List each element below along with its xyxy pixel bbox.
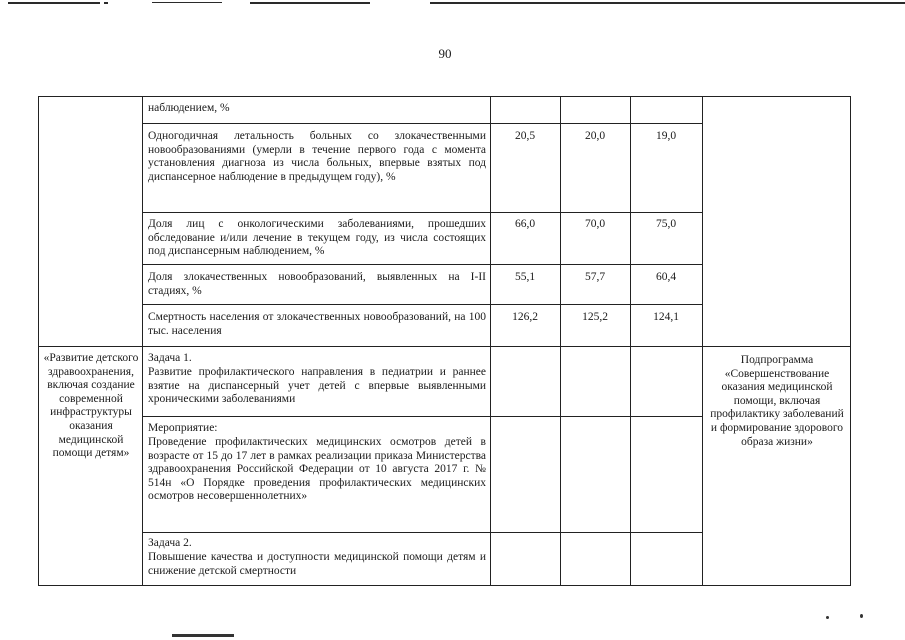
task-text: Повышение качества и доступности медицинской помощи детям и снижение детской смертности — [148, 551, 486, 577]
value-cell: 126,2 — [512, 311, 538, 323]
indicator-description: наблюдением, % — [148, 102, 230, 114]
scan-speck — [826, 616, 829, 619]
bottom-scan-mark — [172, 634, 234, 637]
table-border — [630, 96, 631, 586]
value-cell: 20,5 — [514, 130, 536, 142]
measure-text: Проведение профилактических медицинских осмотров детей в возрасте от 15 до 17 лет в рамках реализации приказа Министерства здравоохранения Российской Федерации от 10 августа 2017 г. № 514н «О Порядке проведения профилактических медицинских осмотров несовершеннолетних» — [148, 436, 486, 503]
value-cell: 66,0 — [514, 218, 536, 230]
value-cell: 75,0 — [655, 218, 677, 230]
table-border — [142, 304, 702, 305]
table-border — [142, 123, 702, 124]
table-border — [142, 532, 702, 533]
value-cell: 20,0 — [584, 130, 606, 142]
value-cell: 70,0 — [584, 218, 606, 230]
data-table — [38, 96, 850, 586]
table-border — [38, 585, 851, 586]
task-text: Развитие профилактического направления в педиатрии и раннее взятие на диспансерный учет детей с впервые выявленными хроническими заболеваниями — [148, 366, 486, 406]
table-border — [38, 96, 851, 97]
indicator-description: Доля злокачественных новообразований, выявленных на I-II стадиях, % — [148, 271, 486, 297]
top-scan-line — [152, 2, 222, 3]
top-scan-line — [430, 2, 905, 4]
table-border — [490, 96, 491, 586]
table-border — [142, 416, 702, 417]
table-border — [38, 96, 39, 586]
value-cell: 55,1 — [514, 271, 536, 283]
top-scan-line — [250, 2, 370, 4]
value-cell: 125,2 — [582, 311, 608, 323]
table-border — [38, 346, 851, 347]
indicator-description: Доля лиц с онкологическими заболеваниями, прошедших обследование и/или лечение в текущем году, из числа состоящих под диспансерным наблюдением, % — [148, 218, 486, 258]
section-name: «Развитие детского здравоохранения, включая создание современной инфраструктуры оказания медицинской помощи детям» — [43, 352, 139, 460]
value-cell: 57,7 — [584, 271, 606, 283]
table-border — [142, 212, 702, 213]
scan-speck — [860, 614, 863, 618]
value-cell: 19,0 — [655, 130, 677, 142]
task-title: Задача 2. — [148, 537, 192, 549]
indicator-description: Смертность населения от злокачественных новообразований, на 100 тыс. населения — [148, 311, 486, 337]
table-border — [560, 96, 561, 586]
subprogram-name: Подпрограмма «Совершенствование оказания медицинской помощи, включая профилактику заболеваний и формирование здорового образа жизни» — [710, 354, 844, 448]
table-border — [850, 96, 851, 586]
page-number: 90 — [438, 46, 452, 61]
task-title: Задача 1. — [148, 352, 192, 364]
table-border — [142, 96, 143, 586]
table-border — [702, 96, 703, 586]
indicator-description: Одногодичная летальность больных со злокачественными новообразованиями (умерли в течение первого года с момента установления диагноза из числа больных, впервые взятых под диспансерное наблюдение в предыдущем году), % — [148, 130, 486, 183]
value-cell: 124,1 — [653, 311, 679, 323]
measure-title: Мероприятие: — [148, 422, 218, 434]
top-scan-line — [104, 2, 108, 4]
top-scan-line — [8, 2, 100, 4]
value-cell: 60,4 — [655, 271, 677, 283]
table-border — [142, 264, 702, 265]
